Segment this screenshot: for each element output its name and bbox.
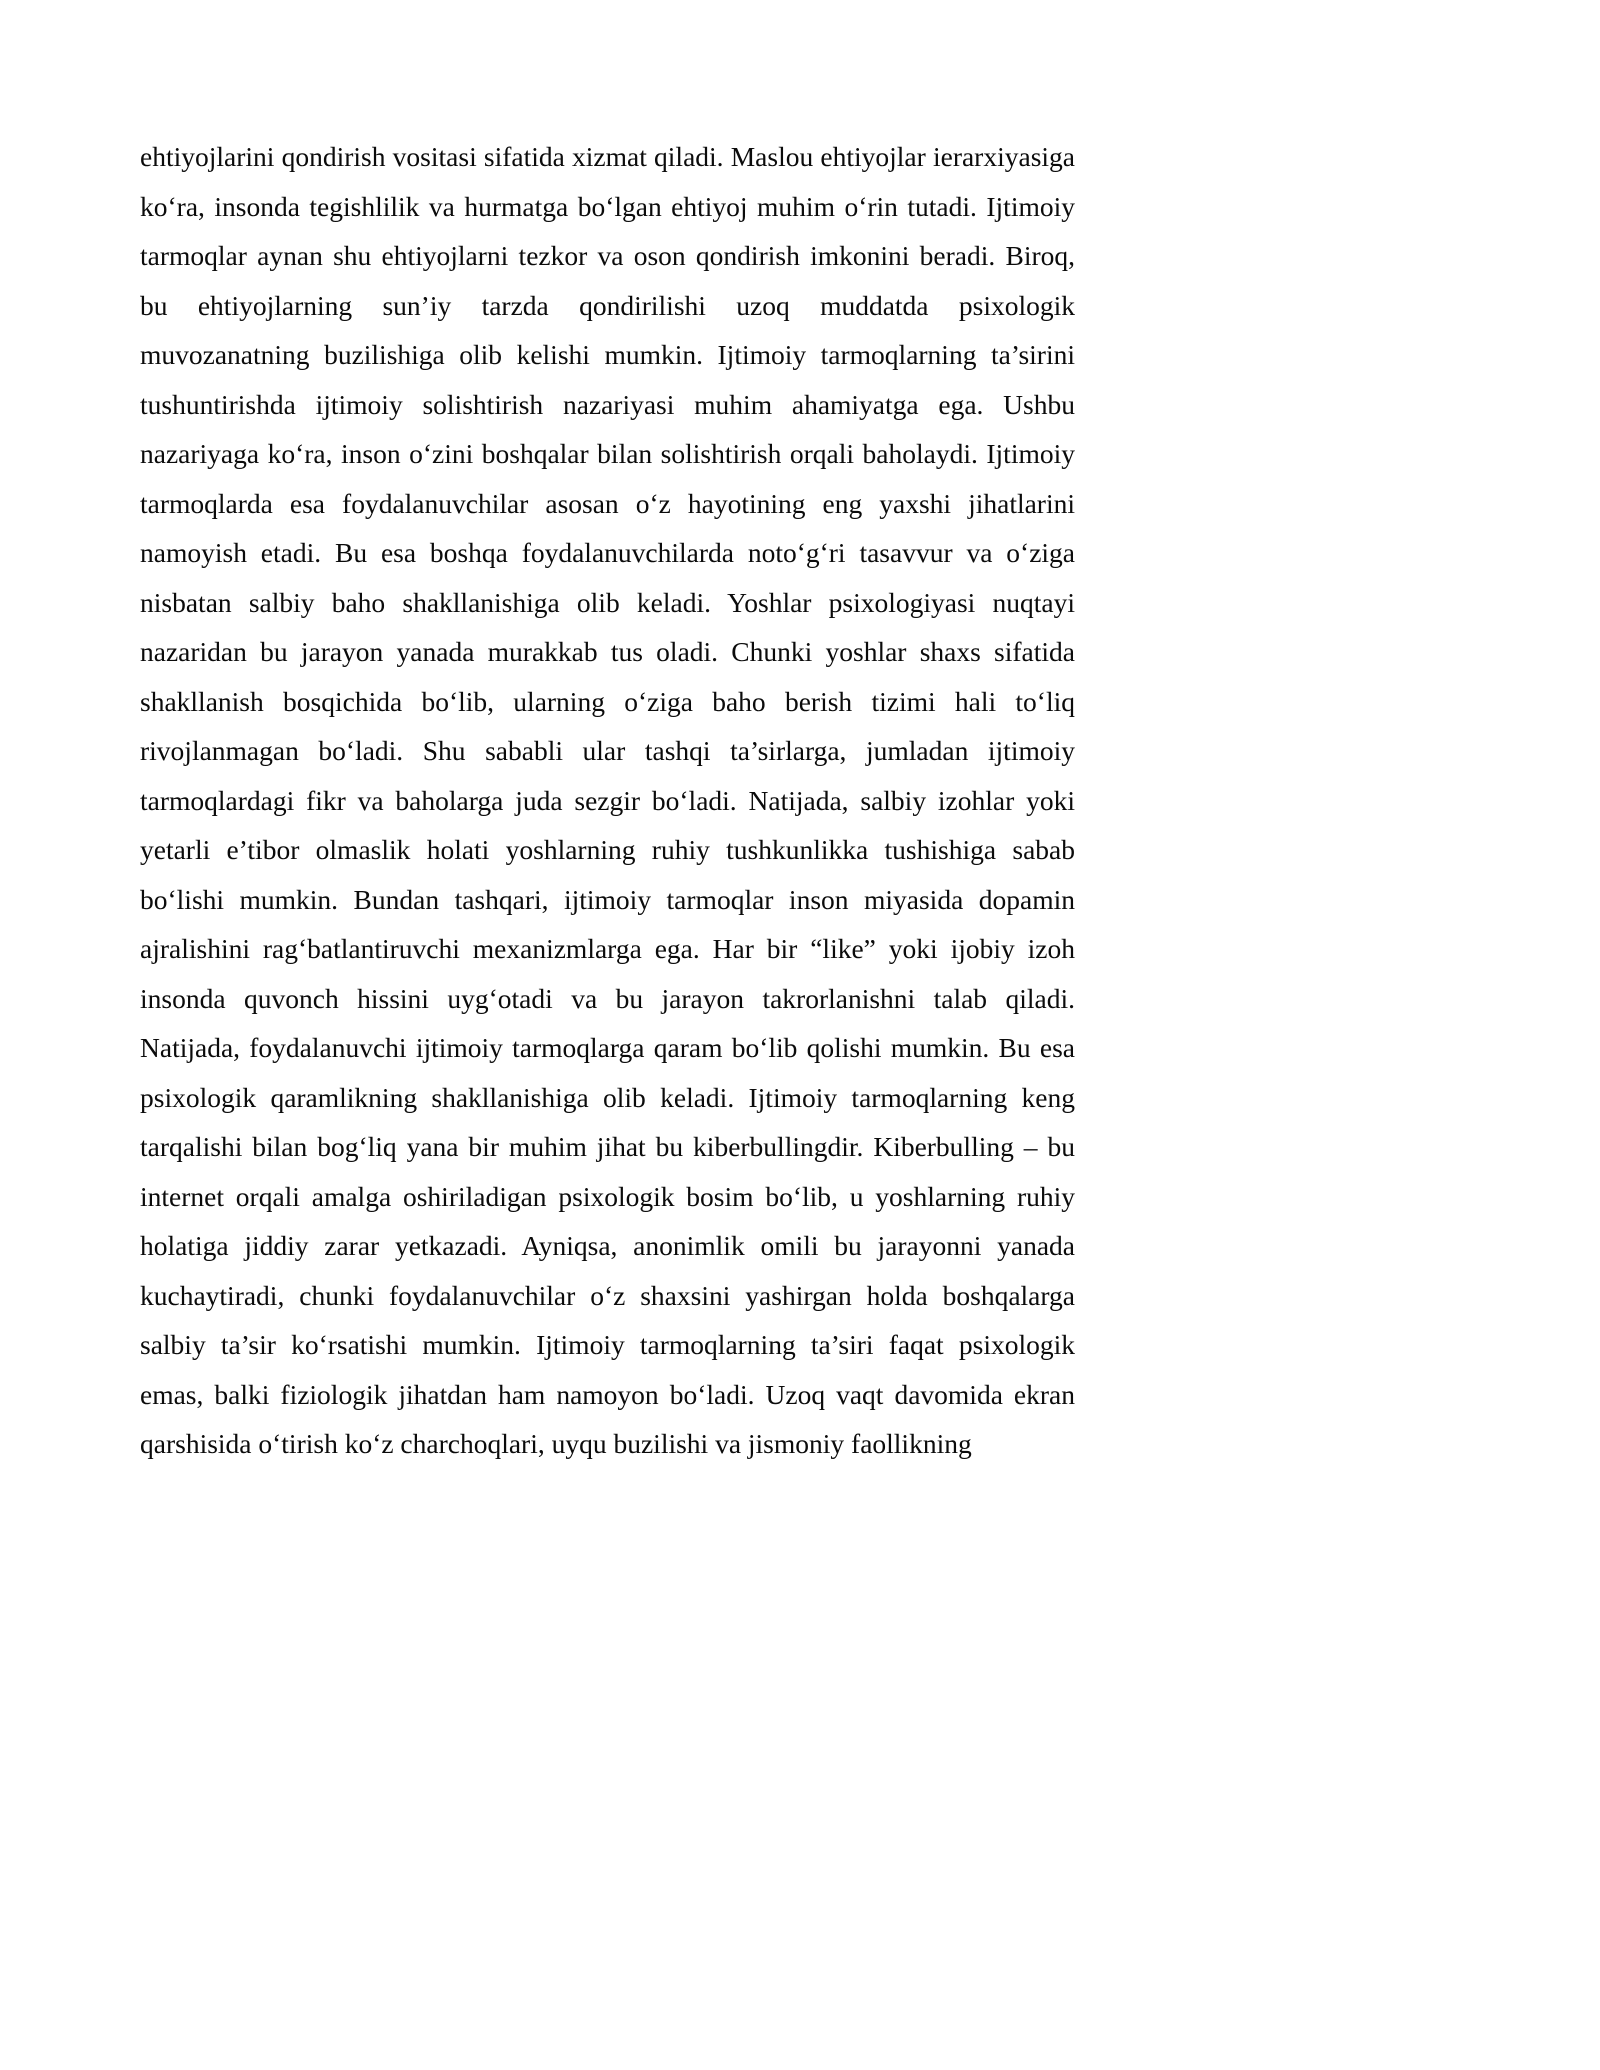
document-text-column: [140, 132, 1075, 1469]
body-paragraph: ehtiyojlarini qondirish vositasi sifatida xizmat qiladi. Maslou ehtiyojlar ierarxiyasiga ko‘ra, insonda tegishlilik va hurmatga bo‘lgan ehtiyoj muhim o‘rin tutadi. Ijtimoiy tarmoqlar aynan shu ehtiyojlarni tezkor va oson qondirish imkonini beradi. Biroq, bu ehtiyojlarning sun’iy tarzda qondirilishi uzoq muddatda psixologik muvozanatning buzilishiga olib kelishi mumkin. Ijtimoiy tarmoqlarning ta’sirini tushuntirishda ijtimoiy solishtirish nazariyasi muhim ahamiyatga ega. Ushbu nazariyaga ko‘ra, inson o‘zini boshqalar bilan solishtirish orqali baholaydi. Ijtimoiy tarmoqlarda esa foydalanuvchilar asosan o‘z hayotining eng yaxshi jihatlarini namoyish etadi. Bu esa boshqa foydalanuvchilarda noto‘g‘ri tasavvur va o‘ziga nisbatan salbiy baho shakllanishiga olib keladi. Yoshlar psixologiyasi nuqtayi nazaridan bu jarayon yanada murakkab tus oladi. Chunki yoshlar shaxs sifatida shakllanish bosqichida bo‘lib, ularning o‘ziga baho berish tizimi hali to‘liq rivojlanmagan bo‘ladi. Shu sababli ular tashqi ta’sirlarga, jumladan ijtimoiy tarmoqlardagi fikr va baholarga juda sezgir bo‘ladi. Natijada, salbiy izohlar yoki yetarli e’tibor olmaslik holati yoshlarning ruhiy tushkunlikka tushishiga sabab bo‘lishi mumkin. Bundan tashqari, ijtimoiy tarmoqlar inson miyasida dopamin ajralishini rag‘batlantiruvchi mexanizmlarga ega. Har bir “like” yoki ijobiy izoh insonda quvonch hissini uyg‘otadi va bu jarayon takrorlanishni talab qiladi. Natijada, foydalanuvchi ijtimoiy tarmoqlarga qaram bo‘lib qolishi mumkin. Bu esa psixologik qaramlikning shakllanishiga olib keladi. Ijtimoiy tarmoqlarning keng tarqalishi bilan bog‘liq yana bir muhim jihat bu kiberbullingdir. Kiberbulling – bu internet orqali amalga oshiriladigan psixologik bosim bo‘lib, u yoshlarning ruhiy holatiga jiddiy zarar yetkazadi. Ayniqsa, anonimlik omili bu jarayonni yanada kuchaytiradi, chunki foydalanuvchilar o‘z shaxsini yashirgan holda boshqalarga salbiy ta’sir ko‘rsatishi mumkin. Ijtimoiy tarmoqlarning ta’siri faqat psixologik emas, balki fiziologik jihatdan ham namoyon bo‘ladi. Uzoq vaqt davomida ekran qarshisida o‘tirish ko‘z charchoqlari, uyqu buzilishi va jismoniy faollikning: [140, 141, 1075, 1459]
